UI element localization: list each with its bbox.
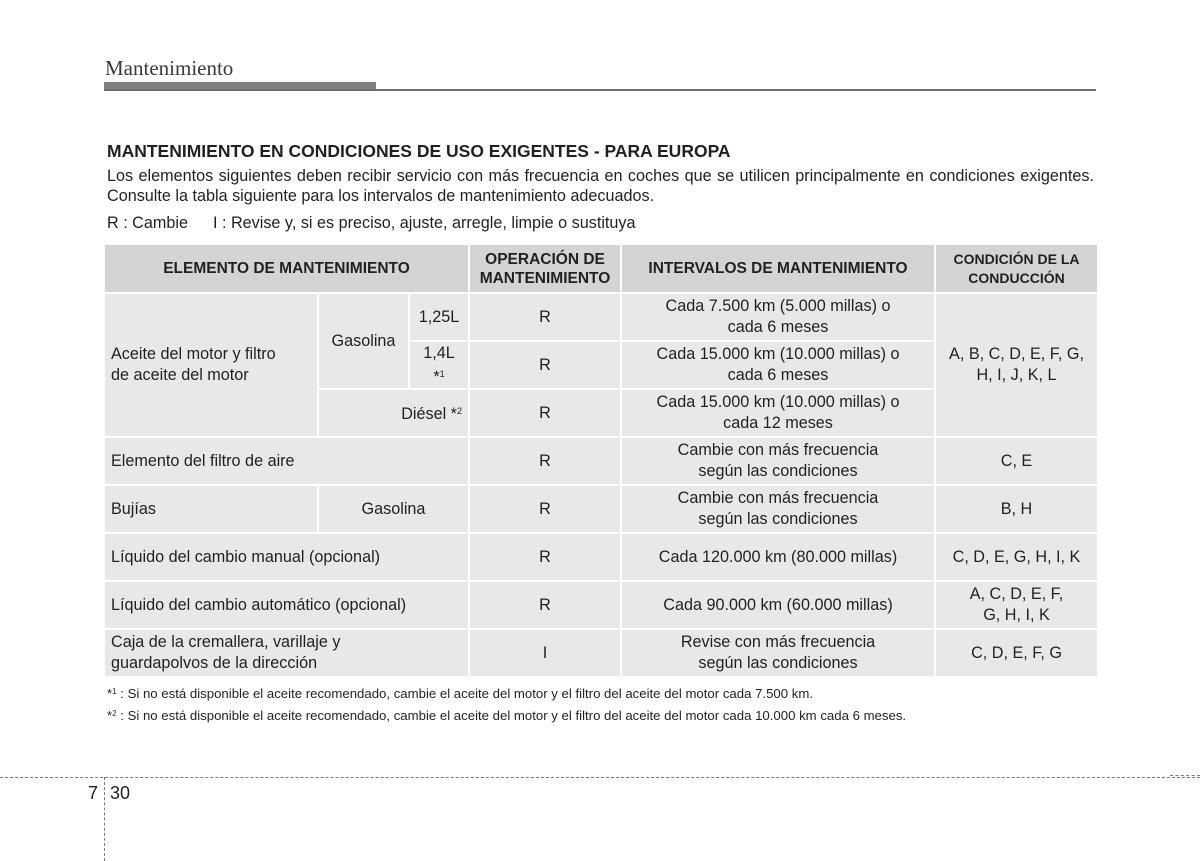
spark-plugs-op: R: [469, 485, 621, 533]
oil-interval-14: Cada 15.000 km (10.000 millas) o cada 6 meses: [621, 341, 935, 389]
auto-fluid-interval: Cada 90.000 km (60.000 millas): [621, 581, 935, 629]
oil-item: Aceite del motor y filtro de aceite del motor: [104, 293, 318, 437]
oil-diesel: Diésel *$^2$: [318, 389, 469, 437]
oil-op-125: R: [469, 293, 621, 341]
manual-fluid-item: Líquido del cambio manual (opcional): [104, 533, 469, 581]
oil-op-14: R: [469, 341, 621, 389]
air-filter-condition: C, E: [935, 437, 1098, 485]
table-row: [104, 485, 1098, 533]
manual-fluid-condition: C, D, E, G, H, I, K: [935, 533, 1098, 581]
table-row: [104, 629, 1098, 677]
footer-divider-right: [1170, 775, 1200, 776]
section-title: MANTENIMIENTO EN CONDICIONES DE USO EXIGENTES - PARA EUROPA: [107, 141, 731, 161]
steering-interval: Revise con más frecuencia según las condiciones: [621, 629, 935, 677]
footnote-1: *$^1$ : Si no está disponible el aceite recomendado, cambie el aceite del motor y el filtro del aceite del motor cada 7.500 km.: [107, 686, 813, 701]
spark-plugs-sub: Gasolina: [318, 485, 469, 533]
legend-i: I : Revise y, si es preciso, ajuste, arregle, limpie o sustituya: [212, 214, 636, 232]
oil-gasolina: Gasolina: [318, 293, 409, 389]
spark-plugs-item: Bujías: [104, 485, 318, 533]
page-header-title: Mantenimiento: [105, 56, 234, 80]
table-row: [104, 581, 1098, 629]
steering-item: Caja de la cremallera, varillaje y guardapolvos de la dirección: [104, 629, 469, 677]
steering-op: I: [469, 629, 621, 677]
oil-engine-125: 1,25L: [409, 293, 469, 341]
header-condition: CONDICIÓN DE LA CONDUCCIÓN: [935, 244, 1098, 293]
auto-fluid-op: R: [469, 581, 621, 629]
oil-interval-125: Cada 7.500 km (5.000 millas) o cada 6 meses: [621, 293, 935, 341]
steering-condition: C, D, E, F, G: [935, 629, 1098, 677]
manual-fluid-interval: Cada 120.000 km (80.000 millas): [621, 533, 935, 581]
oil-op-diesel: R: [469, 389, 621, 437]
footer-divider: [0, 777, 1200, 778]
legend-r: R : Cambie: [107, 214, 188, 232]
spark-plugs-interval: Cambie con más frecuencia según las condiciones: [621, 485, 935, 533]
footer-vertical-divider: [104, 777, 105, 861]
footnote-2: *$^2$ : Si no está disponible el aceite recomendado, cambie el aceite del motor y el filtro del aceite del motor cada 10.000 km cada 6 meses.: [107, 708, 907, 723]
auto-fluid-condition: A, C, D, E, F, G, H, I, K: [935, 581, 1098, 629]
oil-condition: A, B, C, D, E, F, G, H, I, J, K, L: [935, 293, 1098, 437]
header-item: ELEMENTO DE MANTENIMIENTO: [104, 244, 469, 293]
maintenance-table: [103, 243, 1099, 678]
manual-fluid-op: R: [469, 533, 621, 581]
header-operation: OPERACIÓN DE MANTENIMIENTO: [469, 244, 621, 293]
air-filter-interval: Cambie con más frecuencia según las condiciones: [621, 437, 935, 485]
header-interval: INTERVALOS DE MANTENIMIENTO: [621, 244, 935, 293]
table-row: [104, 293, 1098, 341]
oil-engine-14: 1,4L *$^1$: [409, 341, 469, 389]
chapter-number: 7: [88, 783, 99, 803]
header-rule: [104, 89, 1096, 91]
page-number: 30: [110, 783, 131, 803]
auto-fluid-item: Líquido del cambio automático (opcional): [104, 581, 469, 629]
oil-interval-diesel: Cada 15.000 km (10.000 millas) o cada 12 meses: [621, 389, 935, 437]
spark-plugs-condition: B, H: [935, 485, 1098, 533]
table-row: [104, 533, 1098, 581]
table-row: [104, 437, 1098, 485]
intro-paragraph: Los elementos siguientes deben recibir servicio con más frecuencia en coches que se utilicen principalmente en condiciones exigentes. Consulte la tabla siguiente para los intervalos de mantenimiento adecuados.: [107, 167, 1094, 205]
legend-line: [107, 214, 661, 233]
air-filter-item: Elemento del filtro de aire: [104, 437, 469, 485]
air-filter-op: R: [469, 437, 621, 485]
